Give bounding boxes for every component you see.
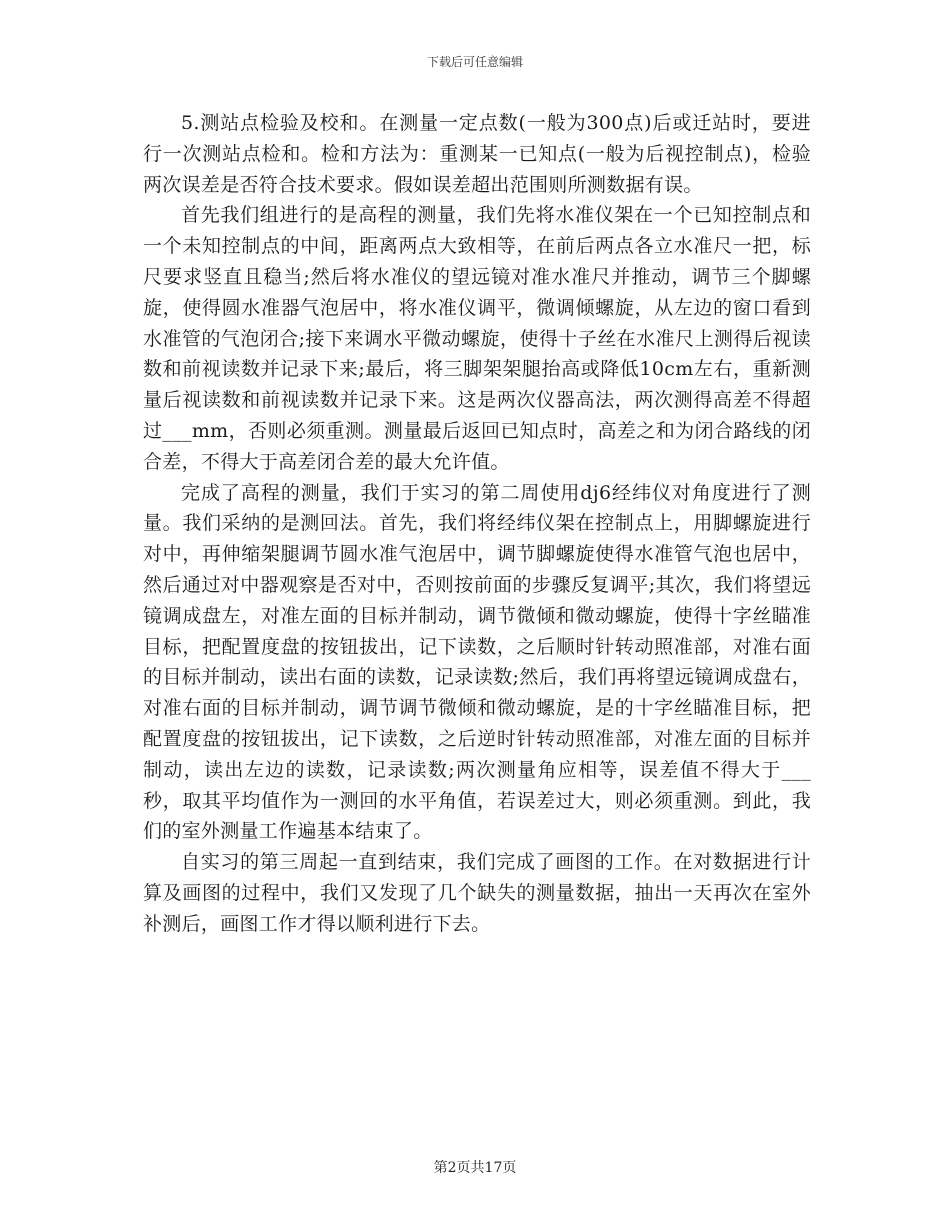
paragraph-elevation-measurement: 首先我们组进行的是高程的测量，我们先将水准仪架在一个已知控制点和一个未知控制点的中间，距离两点大致相等，在前后两点各立水准尺一把，标尺要求竖直且稳当;然后将水准仪的望远镜对准水准尺并推动，调节三个脚螺旋，使得圆水准器气泡居中，将水准仪调平，微调倾螺旋，从左边的窗口看到水准管的气泡闭合;接下来调水平微动螺旋，使得十子丝在水准尺上测得后视读数和前视读数并记录下来;最后，将三脚架架腿抬高或降低10cm左右，重新测量后视读数和前视读数并记录下来。这是两次仪器高法，两次测得高差不得超过___mm，否则必须重测。测量最后返回已知点时，高差之和为闭合路线的闭合差，不得大于高差闭合差的最大允许值。 — [143, 204, 811, 473]
document-body — [143, 108, 811, 940]
paragraph-station-check: 5.测站点检验及校和。在测量一定点数(一般为300点)后或迁站时，要进行一次测站点检和。检和方法为：重测某一已知点(一般为后视控制点)，检验两次误差是否符合技术要求。假如误差超出范围则所测数据有误。 — [143, 112, 811, 196]
paragraph-drawing-work: 自实习的第三周起一直到结束，我们完成了画图的工作。在对数据进行计算及画图的过程中，我们又发现了几个缺失的测量数据，抽出一天再次在室外补测后，画图工作才得以顺利进行下去。 — [143, 851, 811, 935]
page-number: 第2页共17页 — [433, 1160, 517, 1176]
page-header: 下载后可任意编辑 — [426, 55, 523, 69]
paragraph-angle-measurement: 完成了高程的测量，我们于实习的第二周使用dj6经纬仪对角度进行了测量。我们采纳的是测回法。首先，我们将经纬仪架在控制点上，用脚螺旋进行对中，再伸缩架腿调节圆水准气泡居中，调节脚螺旋使得水准管气泡也居中，然后通过对中器观察是否对中，否则按前面的步骤反复调平;其次，我们将望远镜调成盘左，对准左面的目标并制动，调节微倾和微动螺旋，使得十字丝瞄准目标，把配置度盘的按钮拔出，记下读数，之后顺时针转动照准部，对准右面的目标并制动，读出右面的读数，记录读数;然后，我们再将望远镜调成盘右，对准右面的目标并制动，调节调节微倾和微动螺旋，是的十字丝瞄准目标，把配置度盘的按钮拔出，记下读数，之后逆时针转动照准部，对准左面的目标并制动，读出左边的读数，记录读数;两次测量角应相等，误差值不得大于___秒，取其平均值作为一测回的水平角值，若误差过大，则必须重测。到此，我们的室外测量工作遍基本结束了。 — [143, 481, 811, 843]
